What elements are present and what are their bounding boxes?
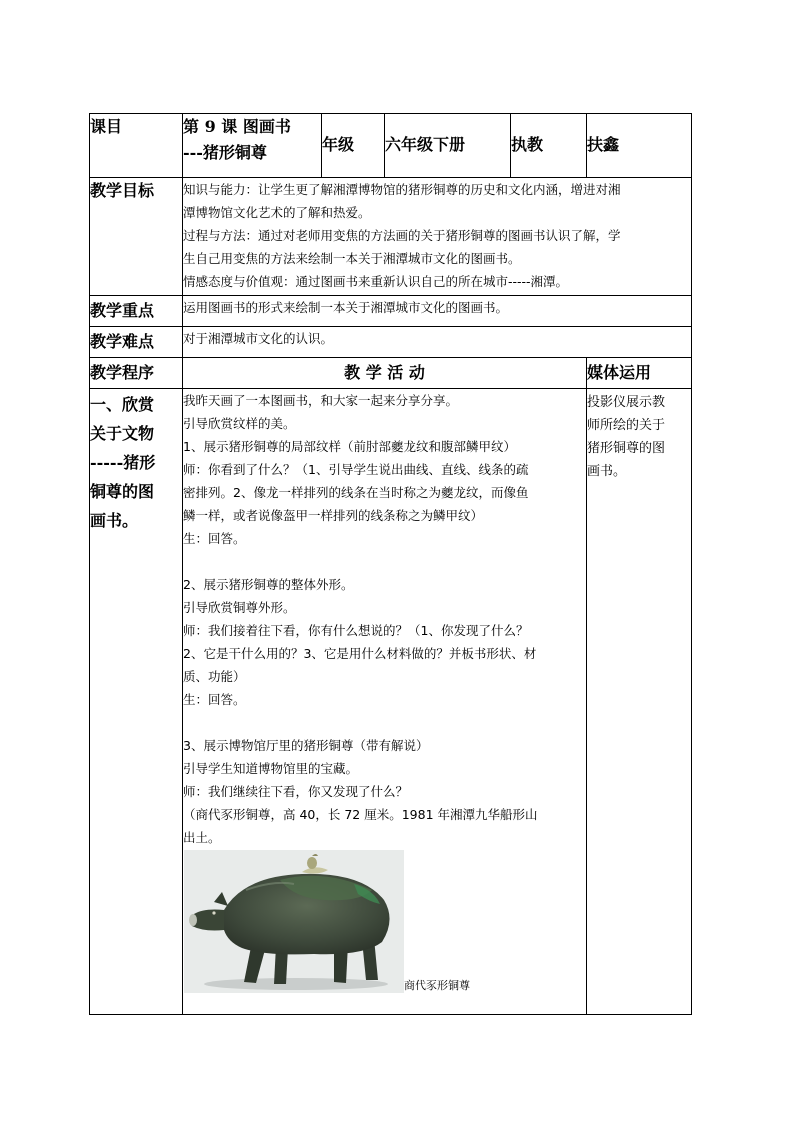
activity-line: 师：我们继续往下看，你又发现了什么？ (183, 784, 409, 799)
focus-row (90, 296, 692, 327)
difficulty-label: 教学难点 (90, 327, 183, 358)
lesson-plan-table (89, 113, 692, 1015)
section1-title (90, 389, 183, 1015)
activity-line: 师：你看到了什么？（1、引导学生说出曲线、直线、线条的疏 (183, 462, 529, 477)
difficulty-text: 对于湘潭城市文化的认识。 (183, 327, 692, 358)
activity-line: 生：回答。 (183, 531, 246, 546)
focus-text: 运用图画书的形式来绘制一本关于湘潭城市文化的图画书。 (183, 296, 692, 327)
activity-line: 引导欣赏纹样的美。 (183, 416, 296, 431)
section1-row (90, 389, 692, 1015)
activity-line: 引导学生知道博物馆里的宝藏。 (183, 761, 359, 776)
lesson-title (183, 114, 322, 178)
section1-media (587, 389, 692, 1015)
section-title-line: 画书。 (90, 511, 139, 530)
activity-line: 出土。 (183, 830, 221, 845)
section-title-line: 一、欣赏 (90, 395, 155, 414)
pig-bronze-zun-photo (184, 850, 404, 993)
activity-line: 3、展示博物馆厅里的猪形铜尊（带有解说） (183, 738, 429, 753)
objective-line: 知识与能力：让学生更了解湘潭博物馆的猪形铜尊的历史和文化内涵，增进对湘 (183, 182, 621, 197)
activity-line: 质、功能） (183, 669, 246, 684)
objective-line: 潭博物馆文化艺术的了解和热爱。 (183, 205, 371, 220)
activity-line: 生：回答。 (183, 692, 246, 707)
procedure-header-row (90, 358, 692, 389)
activity-line: 1、展示猪形铜尊的局部纹样（前肘部夔龙纹和腹部鳞甲纹） (183, 439, 516, 454)
teacher-value: 扶鑫 (587, 114, 692, 178)
objectives-content (183, 178, 692, 296)
media-line: 画书。 (587, 464, 627, 479)
objective-line: 情感态度与价值观：通过图画书来重新认识自己的所在城市-----湘潭。 (183, 274, 569, 289)
activity-line: 密排列。2、像龙一样排列的线条在当时称之为夔龙纹，而像鱼 (183, 485, 529, 500)
media-line: 师所绘的关于 (587, 418, 666, 433)
objectives-row (90, 178, 692, 296)
section-title-line: 关于文物 (90, 424, 155, 443)
difficulty-row (90, 327, 692, 358)
activity-line: （商代豕形铜尊，高 40，长 72 厘米。1981 年湘潭九华船形山 (183, 807, 538, 822)
activity-line: 2、展示猪形铜尊的整体外形。 (183, 577, 354, 592)
blank-line (183, 550, 586, 573)
media-line: 猪形铜尊的图 (587, 441, 666, 456)
objective-line: 过程与方法：通过对老师用变焦的方法画的关于猪形铜尊的图画书认识了解，学 (183, 228, 621, 243)
teacher-label: 执教 (511, 114, 587, 178)
header-row (90, 114, 692, 178)
grade-label: 年级 (322, 114, 385, 178)
section1-activities (183, 389, 587, 1015)
activity-lines (183, 389, 586, 849)
grade-value: 六年级下册 (385, 114, 511, 178)
media-line: 投影仪展示教 (587, 395, 666, 410)
activity-label: 教 学 活 动 (183, 358, 587, 389)
subject-label: 课目 (90, 114, 183, 178)
media-label: 媒体运用 (587, 358, 692, 389)
focus-label: 教学重点 (90, 296, 183, 327)
blank-line (183, 711, 586, 734)
activity-line: 我昨天画了一本图画书，和大家一起来分享分享。 (183, 393, 459, 408)
section-title-line: 铜尊的图 (90, 482, 155, 501)
photo-caption: 商代豕形铜尊 (404, 979, 470, 992)
activity-line: 鳞一样，或者说像盔甲一样排列的线条称之为鳞甲纹） (183, 508, 484, 523)
objective-line: 生自己用变焦的方法来绘制一本关于湘潭城市文化的图画书。 (183, 251, 521, 266)
lesson-title-line: ---猪形铜尊 (183, 143, 267, 162)
photo-figure (183, 850, 586, 995)
activity-line: 引导欣赏铜尊外形。 (183, 600, 296, 615)
lesson-title-line: 第 9 课 图画书 (183, 117, 291, 136)
activity-line: 2、它是干什么用的？3、它是用什么材料做的？并板书形状、材 (183, 646, 537, 661)
section-title-line: -----猪形 (90, 453, 156, 472)
program-label: 教学程序 (90, 358, 183, 389)
objectives-label: 教学目标 (90, 178, 183, 296)
activity-line: 师：我们接着往下看，你有什么想说的？（1、你发现了什么？ (183, 623, 529, 638)
